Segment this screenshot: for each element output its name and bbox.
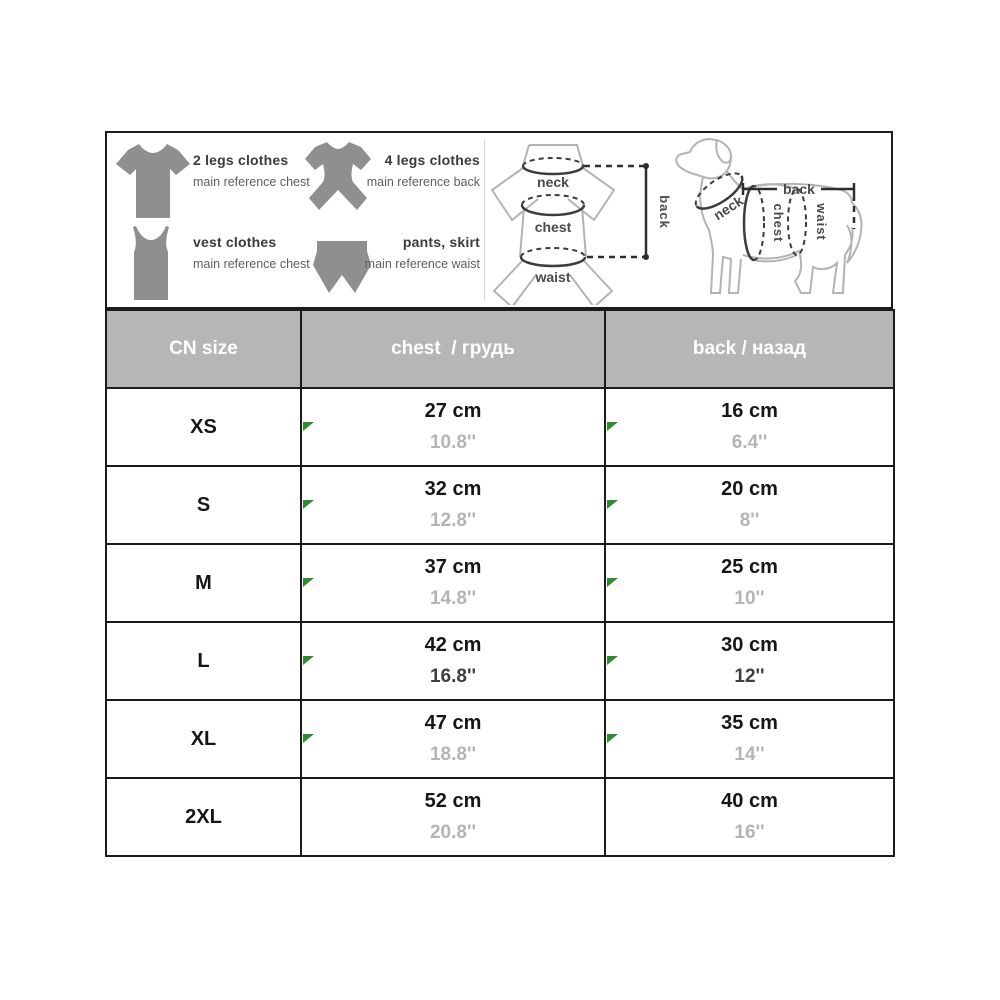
back-cm-value: 35 cm: [721, 712, 778, 734]
back-inch-value: 12'': [734, 666, 765, 687]
table-row: [106, 388, 894, 466]
dog-measure-diagram: [673, 135, 889, 310]
back-inch-value: 6.4'': [731, 432, 768, 453]
chest-cm-value: 47 cm: [424, 712, 482, 734]
chest-inch-value: 10.8'': [429, 432, 476, 453]
table-header-row: [106, 310, 894, 388]
chest-cell: [301, 466, 605, 544]
legend-item-vest: [193, 234, 323, 271]
size-label: M: [195, 571, 212, 594]
legend-item-4-legs: [360, 152, 480, 189]
chest-cm-value: 27 cm: [424, 400, 482, 422]
back-inch-value: 8'': [739, 510, 760, 531]
chest-inch-value: 16.8'': [429, 666, 476, 687]
header-cn-size: CN size: [106, 310, 301, 388]
chest-cm-value: 42 cm: [424, 634, 482, 656]
size-label: 2XL: [185, 805, 222, 828]
dog-waist-label: waist: [814, 203, 829, 241]
chest-cell: [301, 622, 605, 700]
legend-title: 4 legs clothes: [384, 152, 480, 168]
chest-inch-value: 20.8'': [429, 822, 476, 843]
table-row: [106, 622, 894, 700]
legend-subtitle: main reference back: [366, 175, 480, 189]
table-row: [106, 544, 894, 622]
back-cell: [605, 778, 894, 856]
back-inch-value: 16'': [734, 822, 765, 843]
chest-cm-value: 37 cm: [424, 556, 482, 578]
chest-cell: [301, 700, 605, 778]
chest-cell: [301, 388, 605, 466]
legend-subtitle: main reference waist: [364, 257, 480, 271]
dog-chest-label: chest: [771, 203, 786, 243]
back-cm-value: 30 cm: [721, 634, 778, 656]
garment-waist-label: waist: [535, 269, 571, 285]
chest-cm-value: 32 cm: [424, 478, 482, 500]
size-label: L: [197, 649, 210, 672]
back-cell: [605, 622, 894, 700]
garment-chest-label: chest: [534, 219, 572, 235]
chest-cell: [301, 544, 605, 622]
table-row: [106, 778, 894, 856]
chest-cell: [301, 778, 605, 856]
chest-inch-value: 18.8'': [429, 744, 476, 765]
back-cm-value: 40 cm: [721, 790, 778, 812]
vest-icon: [131, 224, 171, 300]
size-label: S: [196, 493, 211, 516]
header-back: back / назад: [605, 310, 894, 388]
back-cell: [605, 388, 894, 466]
chest-inch-value: 14.8'': [429, 588, 476, 609]
size-cell: [106, 466, 301, 544]
garment-neck-label: neck: [537, 174, 569, 190]
size-label: XL: [190, 727, 217, 750]
vertical-divider: [484, 139, 485, 301]
back-cell: [605, 544, 894, 622]
legend-title: pants, skirt: [402, 234, 480, 250]
legend-item-2-legs: [193, 152, 323, 189]
legend-subtitle: main reference chest: [193, 175, 310, 189]
legend-title: 2 legs clothes: [193, 152, 289, 168]
size-cell: [106, 700, 301, 778]
back-cm-value: 25 cm: [721, 556, 778, 578]
size-label: XS: [190, 415, 217, 438]
dog-back-label: back: [783, 181, 815, 197]
size-cell: [106, 544, 301, 622]
size-cell: [106, 622, 301, 700]
size-cell: [106, 388, 301, 466]
header-chest: chest / грудь: [301, 310, 605, 388]
legend-subtitle: main reference chest: [193, 257, 310, 271]
legend-title: vest clothes: [193, 234, 277, 250]
table-row: [106, 700, 894, 778]
back-cm-value: 16 cm: [721, 400, 778, 422]
chest-inch-value: 12.8'': [429, 510, 476, 531]
back-cell: [605, 700, 894, 778]
dog-neck-label: neck: [710, 192, 747, 224]
back-cm-value: 20 cm: [721, 478, 778, 500]
garment-measure-diagram: [490, 135, 672, 310]
table-row: [106, 466, 894, 544]
tshirt-icon: [116, 142, 190, 218]
back-inch-value: 14'': [734, 744, 765, 765]
legend-item-pants: [360, 234, 480, 271]
back-cell: [605, 466, 894, 544]
legend-and-diagram-section: [105, 131, 893, 309]
chest-cm-value: 52 cm: [424, 790, 482, 812]
garment-back-label: back: [657, 195, 672, 229]
size-table: [105, 309, 895, 857]
size-cell: [106, 778, 301, 856]
back-inch-value: 10'': [734, 588, 765, 609]
